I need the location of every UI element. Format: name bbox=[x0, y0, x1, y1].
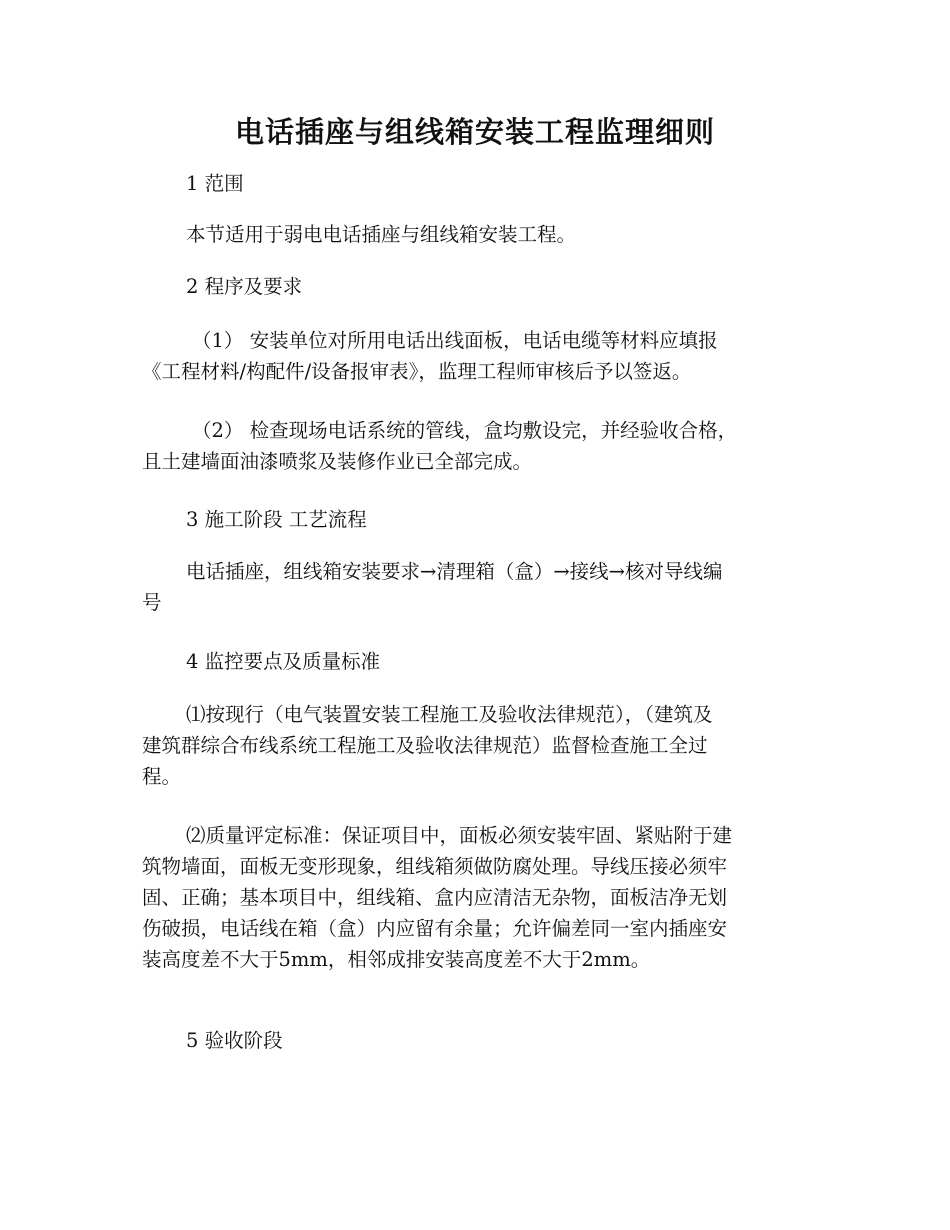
text-line: 伤破损，电话线在箱（盒）内应留有余量；允许偏差同一室内插座安 bbox=[142, 917, 728, 940]
paragraph-procedure-2 bbox=[142, 415, 802, 477]
text-line: 筑物墙面，面板无变形现象，组线箱须做防腐处理。导线压接必须牢 bbox=[142, 855, 728, 878]
text-line: 3 施工阶段 工艺流程 bbox=[186, 508, 367, 531]
text-line: 《工程材料/构配件/设备报审表》，监理工程师审核后予以签返。 bbox=[142, 360, 692, 383]
section-heading-control-points bbox=[142, 646, 802, 677]
text-line: 号 bbox=[142, 591, 162, 614]
paragraph-process-flow bbox=[142, 556, 802, 618]
section-heading-acceptance bbox=[142, 1025, 802, 1056]
section-heading-procedure bbox=[142, 271, 802, 302]
text-line: 且土建墙面油漆喷浆及装修作业已全部完成。 bbox=[142, 450, 533, 473]
text-line: 本节适用于弱电电话插座与组线箱安装工程。 bbox=[186, 223, 577, 246]
section-heading-construction bbox=[142, 504, 802, 535]
text-line: 固、正确；基本项目中，组线箱、盒内应清洁无杂物，面板洁净无划 bbox=[142, 886, 728, 909]
paragraph-control-1 bbox=[142, 699, 802, 792]
paragraph-control-2 bbox=[142, 820, 802, 975]
paragraph-procedure-1 bbox=[142, 325, 802, 387]
text-line: 程。 bbox=[142, 765, 182, 788]
text-line: ⑵质量评定标准：保证项目中，面板必须安装牢固、紧贴附于建 bbox=[186, 824, 733, 847]
text-line: （1） 安装单位对所用电话出线面板，电话电缆等材料应填报 bbox=[192, 329, 718, 352]
section-heading-scope bbox=[142, 168, 802, 199]
text-line: （2） 检查现场电话系统的管线，盒均敷设完，并经验收合格， bbox=[192, 419, 738, 442]
document-title: 电话插座与组线箱安装工程监理细则 bbox=[234, 115, 715, 149]
text-line: 电话插座，组线箱安装要求→清理箱（盒）→接线→核对导线编 bbox=[186, 560, 723, 583]
text-line: 5 验收阶段 bbox=[186, 1029, 283, 1052]
text-line: ⑴按现行（电气装置安装工程施工及验收法律规范），（建筑及 bbox=[186, 703, 713, 726]
paragraph-scope-text bbox=[142, 219, 802, 250]
text-line: 装高度差不大于5mm，相邻成排安装高度差不大于2mm。 bbox=[142, 948, 651, 971]
text-line: 1 范围 bbox=[186, 172, 244, 195]
text-line: 4 监控要点及质量标准 bbox=[186, 650, 381, 673]
text-line: 2 程序及要求 bbox=[186, 275, 303, 298]
text-line: 建筑群综合布线系统工程施工及验收法律规范）监督检查施工全过 bbox=[142, 734, 708, 757]
